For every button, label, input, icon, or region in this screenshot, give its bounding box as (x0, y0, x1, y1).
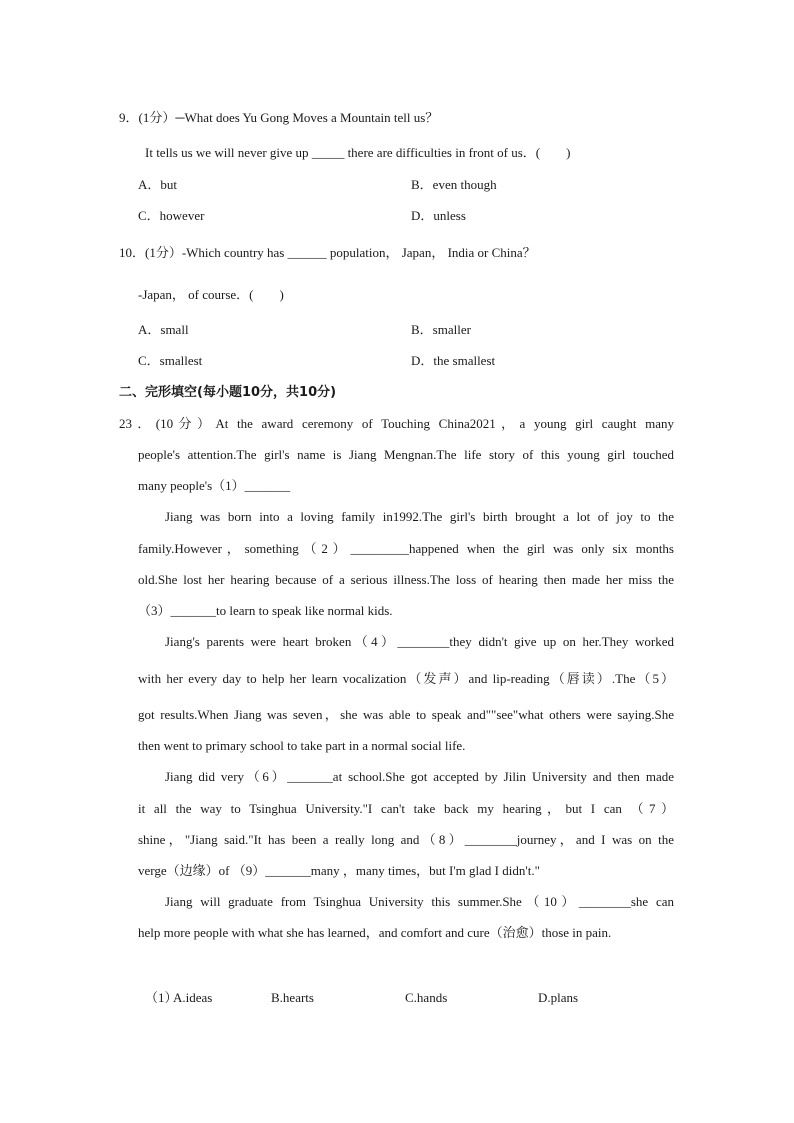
option-text: however (159, 208, 205, 223)
q9-sentence (145, 145, 570, 161)
q10-answer-line (138, 287, 284, 303)
q10-answer-text: -Japan， of course．( (138, 287, 254, 302)
q9-paren-close: ) (566, 145, 571, 160)
q10-option-a[interactable] (138, 322, 189, 338)
option-text: smallest (159, 353, 203, 368)
passage-line: with her every day to help her learn vocalization（发声）and lip-reading（唇读）.The（5） (138, 671, 674, 686)
passage-line: Jiang will graduate from Tsinghua University this summer.She（10）________she can (165, 894, 674, 909)
passage-line: Jiang was born into a loving family in1992.The girl's birth brought a lot of joy to the (165, 509, 674, 524)
option-key: C． (138, 353, 160, 368)
passage-line: old.She lost her hearing because of a serious illness.The loss of hearing then made her miss the (138, 572, 674, 587)
option-key: D． (411, 208, 434, 223)
passage-line: then went to primary school to take part in a normal social life. (138, 738, 466, 753)
q9-blank: _____ (311, 145, 345, 160)
q10-paren-close: ) (279, 287, 284, 302)
q9-option-c[interactable] (138, 208, 204, 224)
passage-line: Jiang's parents were heart broken（4）________they didn't give up on her.They worked (165, 634, 674, 649)
option-text: even though (432, 177, 497, 192)
passage-line: help more people with what she has learned，and comfort and cure（治愈）those in pain. (138, 925, 612, 940)
q10-stem (119, 245, 536, 261)
option-text: unless (433, 208, 466, 223)
option-text: smaller (432, 322, 471, 337)
q9-sentence-pre: It tells us we will never give up (145, 145, 312, 160)
q9-sentence-post: there are difficulties in front of us．( (344, 145, 541, 160)
q10-blank: ______ (287, 245, 327, 260)
option-key: B． (411, 322, 433, 337)
passage-line: shine，"Jiang said."It has been a really long and（8）________journey，and I was on the (138, 832, 674, 847)
q9-option-b[interactable] (411, 177, 497, 193)
choice-d[interactable]: D.plans (538, 990, 579, 1005)
choice-c[interactable]: C.hands (405, 990, 448, 1005)
option-text: the smallest (433, 353, 496, 368)
option-key: A． (138, 177, 161, 192)
q10-option-b[interactable] (411, 322, 471, 338)
q10-option-c[interactable] (138, 353, 202, 369)
passage-line: got results.When Jiang was seven，she was able to speak and""see"what others were saying.She (138, 707, 674, 722)
q10-stem-pre: 10．(1分）-Which country has (119, 245, 288, 260)
passage-line: verge（边缘）of （9）_______many ，many times，but I'm glad I didn't." (138, 863, 540, 878)
passage-line: family.However，something（2）_________happened when the girl was only six months (138, 541, 674, 556)
passage-line: many people's（1）_______ (138, 478, 291, 493)
passage-line: Jiang did very（6）_______at school.She got accepted by Jilin University and then made (165, 769, 674, 784)
option-text: small (160, 322, 189, 337)
option-key: B． (411, 177, 433, 192)
q9-option-a[interactable] (138, 177, 177, 193)
q10-option-d[interactable] (411, 353, 495, 369)
choice-number: （1） (145, 990, 178, 1005)
option-key: A． (138, 322, 161, 337)
option-key: D． (411, 353, 434, 368)
passage-line: 23．(10分）At the award ceremony of Touching China2021，a young girl caught many (119, 416, 674, 431)
choice-b[interactable]: B.hearts (271, 990, 314, 1005)
section-title: 二、完形填空(每小题10分，共10分) (119, 385, 337, 400)
option-text: but (160, 177, 178, 192)
passage-line: it all the way to Tsinghua University."I can't take back my hearing，but I can （7） (138, 801, 674, 816)
q9-option-d[interactable] (411, 208, 466, 224)
passage-line: people's attention.The girl's name is Jiang Mengnan.The life story of this young girl touched (138, 447, 674, 462)
choice-a[interactable]: A.ideas (173, 990, 213, 1005)
option-key: C． (138, 208, 160, 223)
q9-stem: 9．(1分）─What does Yu Gong Moves a Mountain tell us？ (119, 110, 439, 125)
q10-stem-post: population， Japan， India or China？ (326, 245, 536, 260)
passage-line: （3）_______to learn to speak like normal kids. (138, 603, 393, 618)
